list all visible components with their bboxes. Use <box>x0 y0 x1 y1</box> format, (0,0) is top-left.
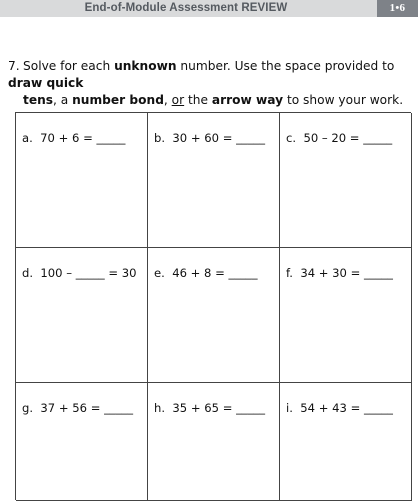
header-title: End-of-Module Assessment REVIEW <box>84 2 288 14</box>
problem-expression: 34 + 30 = _____ <box>300 266 393 280</box>
prompt-bold-number-bond: number bond <box>72 93 164 107</box>
lesson-badge: 1•6 <box>377 0 418 17</box>
work-cell-c[interactable] <box>280 113 412 248</box>
problem-h <box>154 401 265 415</box>
prompt-bold-tens: tens <box>23 93 54 107</box>
prompt-text: to show your work. <box>283 93 404 107</box>
problem-label: h. <box>154 401 166 415</box>
problem-g <box>22 401 133 415</box>
problem-label: b. <box>154 131 166 145</box>
problem-e <box>154 266 258 280</box>
work-grid <box>15 112 411 500</box>
problem-label: c. <box>286 131 297 145</box>
prompt-bold-unknown: unknown <box>114 59 177 73</box>
problem-expression: 70 + 6 = _____ <box>40 131 126 145</box>
problem-f <box>286 266 393 280</box>
problem-label: f. <box>286 266 293 280</box>
prompt-text: Solve for each <box>23 59 115 73</box>
question-number: 7. <box>8 59 20 73</box>
problem-b <box>154 131 265 145</box>
question-prompt <box>8 58 413 109</box>
problem-c <box>286 131 392 145</box>
problem-expression: 100 – _____ = 30 <box>40 266 137 280</box>
prompt-bold-arrow-way: arrow way <box>211 93 284 107</box>
page-header <box>0 0 418 17</box>
work-cell-d[interactable] <box>16 248 148 383</box>
problem-label: a. <box>22 131 33 145</box>
prompt-text: number. Use the space provided to <box>176 59 395 73</box>
problem-label: e. <box>154 266 165 280</box>
prompt-text: , <box>163 93 172 107</box>
prompt-underlined-or: or <box>171 93 185 107</box>
problem-expression: 50 – 20 = _____ <box>303 131 393 145</box>
prompt-text: , a <box>53 93 73 107</box>
question-line-2 <box>8 92 413 109</box>
problem-d <box>22 266 137 280</box>
prompt-text: the <box>184 93 212 107</box>
problem-expression: 30 + 60 = _____ <box>172 131 266 145</box>
problem-expression: 46 + 8 = _____ <box>172 266 258 280</box>
problem-i <box>286 401 393 415</box>
work-cell-f[interactable] <box>280 248 412 383</box>
work-cell-a[interactable] <box>16 113 148 248</box>
work-cell-i[interactable] <box>280 383 412 501</box>
problem-a <box>22 131 125 145</box>
question-line-1 <box>8 58 413 92</box>
problem-label: i. <box>286 401 293 415</box>
problem-expression: 37 + 56 = _____ <box>40 401 134 415</box>
problem-label: g. <box>22 401 34 415</box>
problem-expression: 35 + 65 = _____ <box>172 401 266 415</box>
prompt-bold-draw-quick: draw quick <box>8 76 84 90</box>
work-cell-h[interactable] <box>148 383 280 501</box>
problem-expression: 54 + 43 = _____ <box>300 401 393 415</box>
work-cell-e[interactable] <box>148 248 280 383</box>
work-cell-b[interactable] <box>148 113 280 248</box>
work-cell-g[interactable] <box>16 383 148 501</box>
problem-label: d. <box>22 266 34 280</box>
